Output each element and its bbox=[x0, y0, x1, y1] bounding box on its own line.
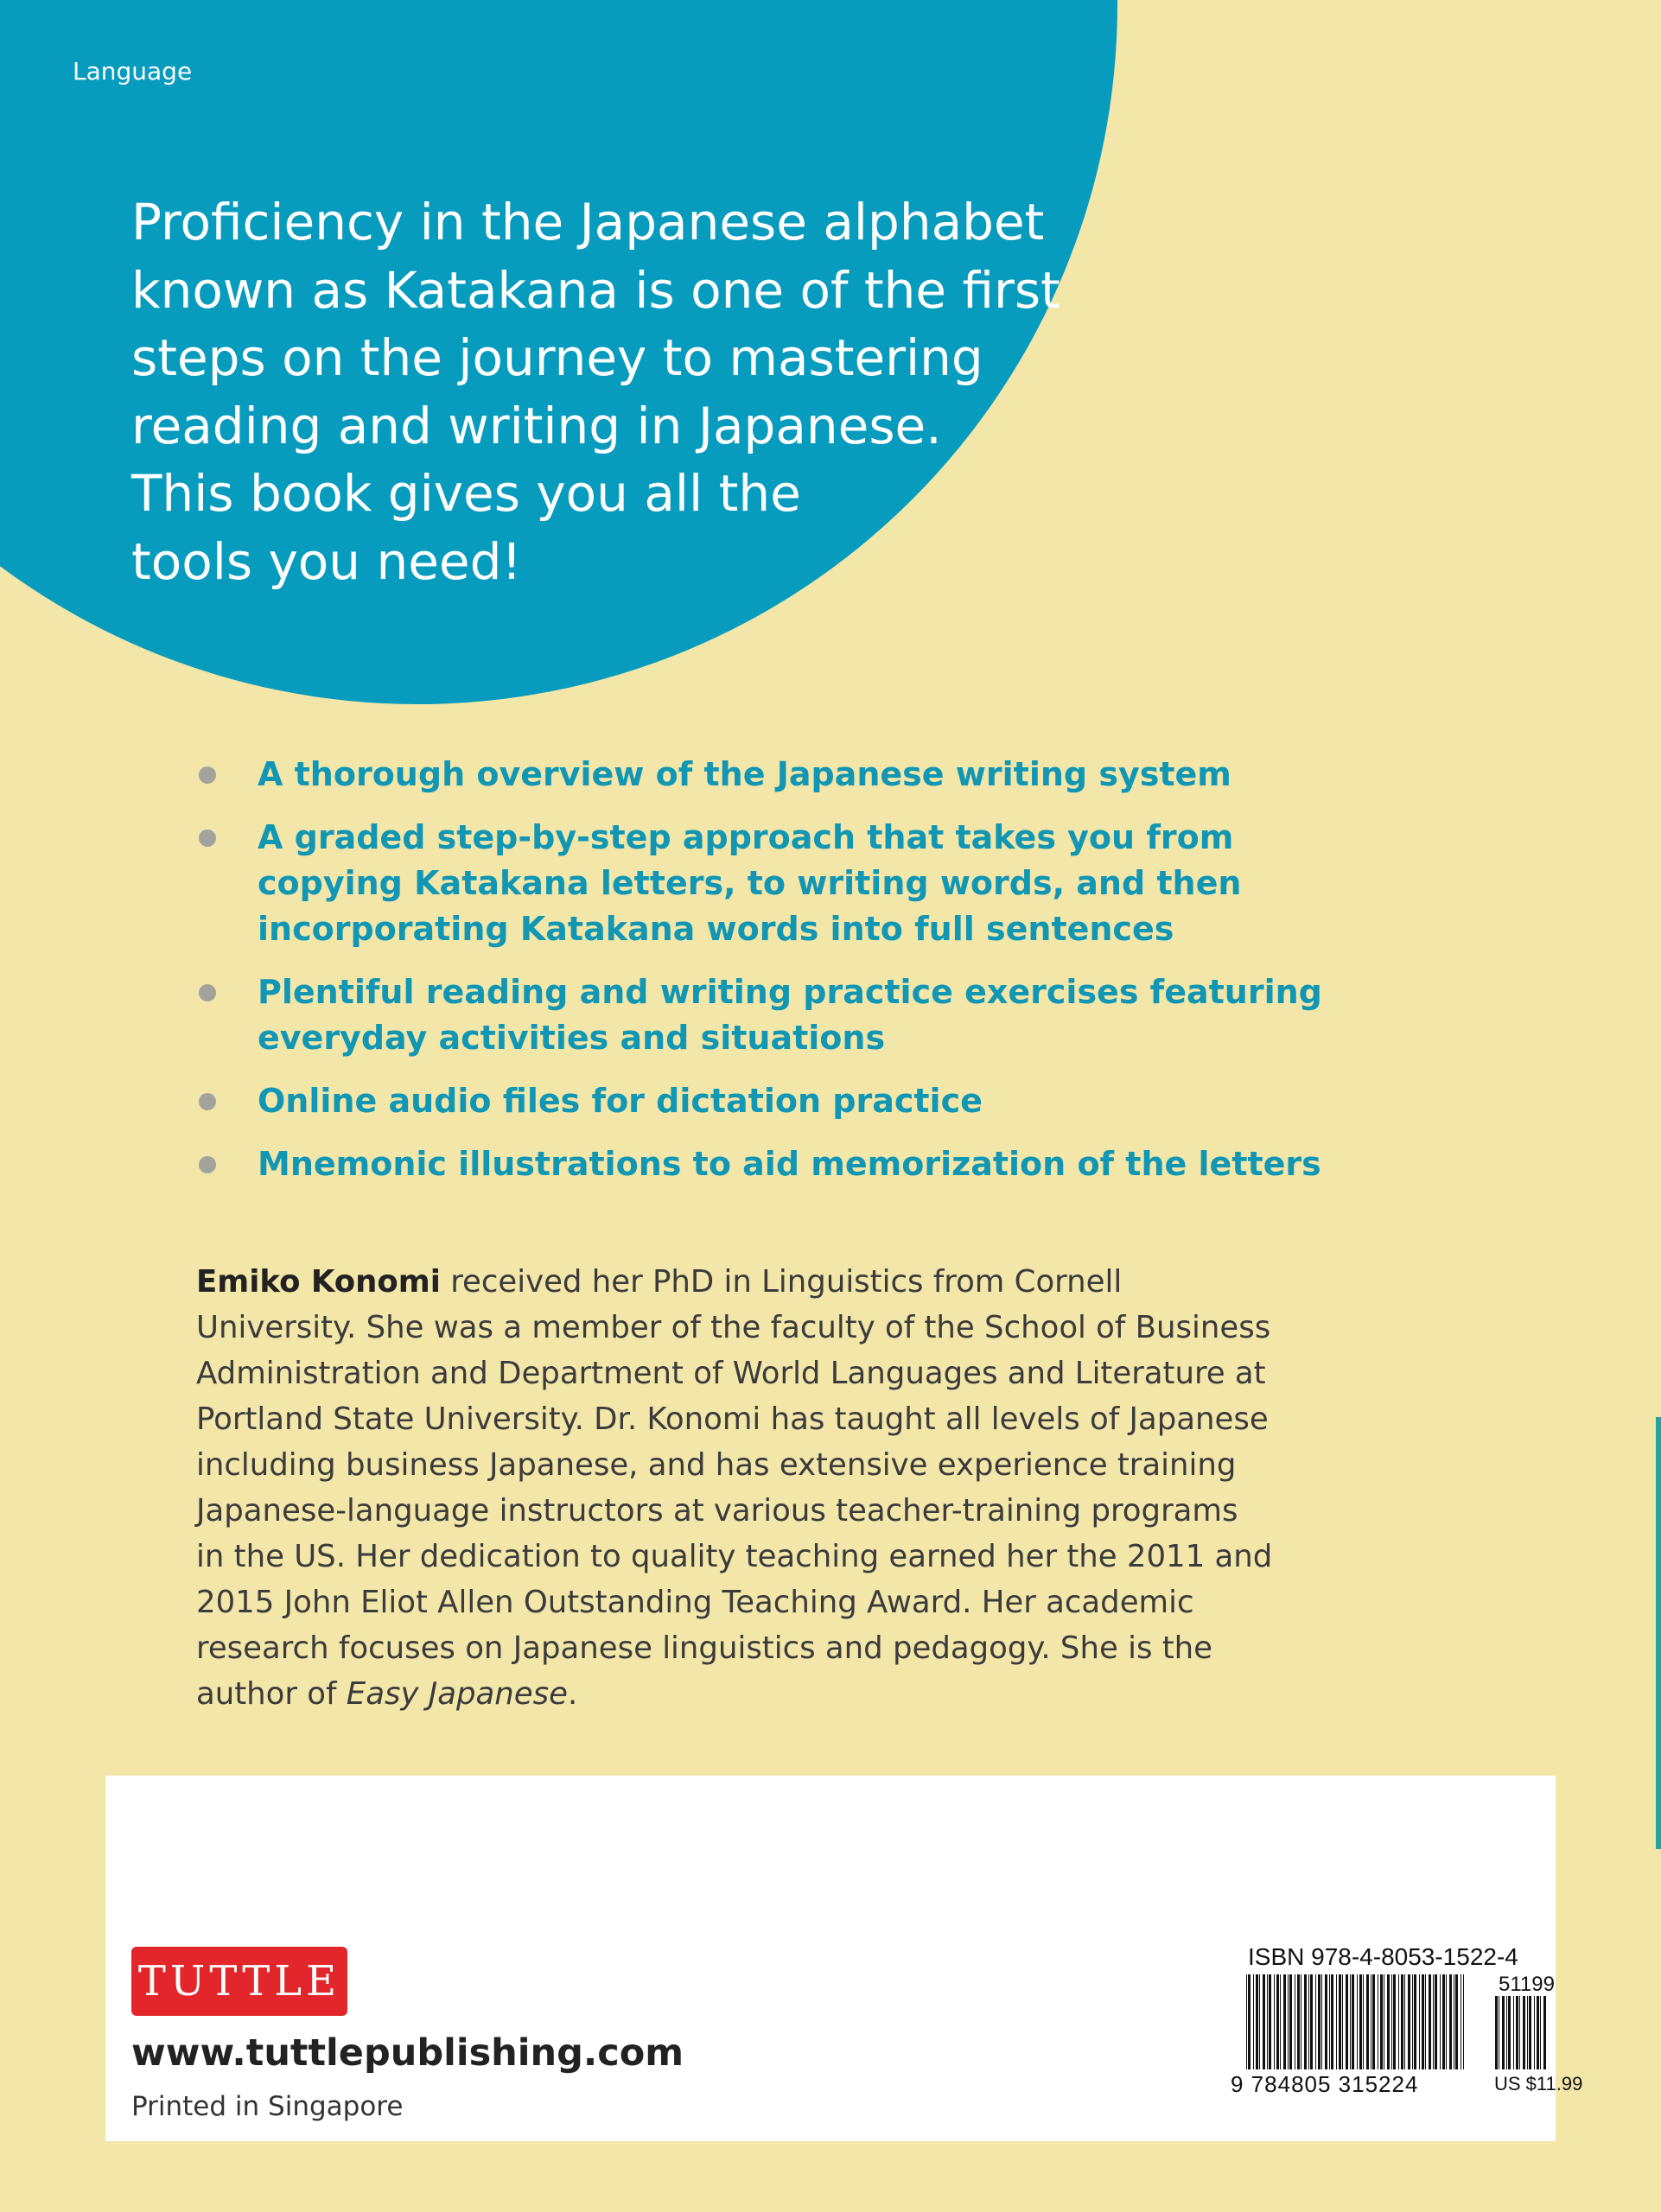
feature-line: Plentiful reading and writing practice exercises featuring bbox=[258, 973, 1322, 1011]
feature-item bbox=[199, 1141, 1321, 1187]
intro-line: tools you need! bbox=[131, 531, 522, 591]
feature-line: Online audio files for dictation practice bbox=[258, 1082, 983, 1120]
feature-item bbox=[199, 752, 1305, 798]
feature-line: Mnemonic illustrations to aid memorization of the letters bbox=[258, 1145, 1321, 1183]
feature-list bbox=[199, 752, 1322, 1205]
feature-line: copying Katakana letters, to writing words, and then bbox=[258, 864, 1242, 902]
bullet-icon bbox=[199, 1156, 216, 1173]
bio-line: including business Japanese, and has extensive experience training bbox=[196, 1447, 1237, 1483]
bio-line: Japanese-language instructors at various teacher-training programs bbox=[196, 1493, 1238, 1529]
publisher-website[interactable]: www.tuttlepublishing.com bbox=[131, 2031, 684, 2075]
bio-line: Portland State University. Dr. Konomi has taught all levels of Japanese bbox=[196, 1402, 1269, 1437]
bio-line bbox=[196, 1259, 1320, 1305]
intro-line: reading and writing in Japanese. bbox=[131, 396, 942, 455]
bio-line: 2015 John Eliot Allen Outstanding Teaching Award. Her academic bbox=[196, 1585, 1194, 1620]
feature-line: A thorough overview of the Japanese writing system bbox=[258, 755, 1231, 793]
intro-line: This book gives you all the bbox=[131, 464, 801, 523]
barcode-icon bbox=[1246, 1974, 1464, 2069]
intro-line: steps on the journey to mastering bbox=[131, 328, 983, 387]
bio-line: Administration and Department of World Languages and Literature at bbox=[196, 1356, 1266, 1391]
printed-location: Printed in Singapore bbox=[131, 2091, 404, 2122]
spine-edge-strip bbox=[1656, 1417, 1661, 1849]
feature-line: A graded step-by-step approach that takes you from bbox=[258, 818, 1234, 856]
price-label: US $11.99 bbox=[1494, 2073, 1583, 2094]
bullet-icon bbox=[199, 984, 216, 1001]
tuttle-logo: TUTTLE bbox=[131, 1947, 347, 2016]
book-title: Easy Japanese bbox=[346, 1676, 568, 1712]
bullet-icon bbox=[199, 1093, 216, 1110]
bullet-icon bbox=[199, 766, 216, 784]
bio-line: University. She was a member of the faculty of the School of Business bbox=[196, 1310, 1271, 1345]
bio-first-line: received her PhD in Linguistics from Cornell bbox=[440, 1264, 1123, 1300]
supplement-barcode-icon bbox=[1495, 1996, 1547, 2069]
isbn-text: ISBN 978-4-8053-1522-4 bbox=[1248, 1943, 1518, 1970]
feature-item bbox=[199, 815, 1305, 952]
bio-line: research focuses on Japanese linguistics and pedagogy. She is the bbox=[196, 1630, 1212, 1666]
bio-line: in the US. Her dedication to quality teaching earned her the 2011 and bbox=[196, 1539, 1273, 1574]
feature-item bbox=[199, 969, 1322, 1061]
category-label: Language bbox=[73, 57, 193, 86]
author-name: Emiko Konomi bbox=[196, 1264, 441, 1300]
bio-last-prefix: author of bbox=[196, 1676, 347, 1712]
intro-line: Proficiency in the Japanese alphabet bbox=[131, 193, 1045, 251]
intro-line: known as Katakana is one of the first bbox=[131, 260, 1060, 320]
supplement-code: 51199 bbox=[1499, 1973, 1555, 1996]
feature-line: incorporating Katakana words into full sentences bbox=[258, 910, 1174, 948]
feature-line: everyday activities and situations bbox=[258, 1019, 886, 1057]
intro-blurb bbox=[131, 188, 1060, 595]
bio-line bbox=[196, 1671, 1320, 1717]
bio-last-suffix: . bbox=[567, 1676, 578, 1712]
barcode-digits: 9 784805 315224 bbox=[1231, 2071, 1419, 2097]
bullet-icon bbox=[199, 830, 216, 847]
publisher-panel bbox=[105, 1776, 1583, 2141]
author-bio bbox=[196, 1259, 1320, 1717]
feature-item bbox=[199, 1078, 1305, 1124]
